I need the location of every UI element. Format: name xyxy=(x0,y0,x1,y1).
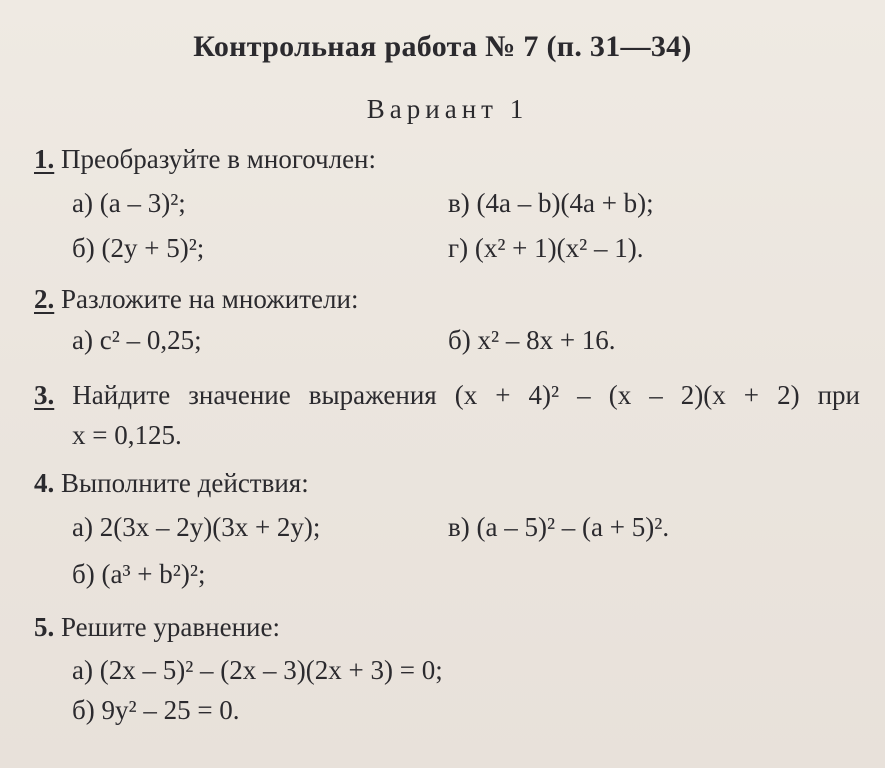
task-number: 2. xyxy=(34,284,55,314)
item-label: а) xyxy=(72,188,93,218)
item-label: а) xyxy=(72,512,93,542)
task-2-header xyxy=(34,284,358,315)
task-text: Преобразуйте в многочлен: xyxy=(61,144,377,174)
item-expression: (2y + 5)²; xyxy=(101,233,205,263)
task-2-item-b xyxy=(448,325,616,356)
item-label: г) xyxy=(448,233,469,263)
item-label: а) xyxy=(72,655,93,685)
item-expression: 9y² – 25 = 0. xyxy=(101,695,240,725)
item-expression: c² – 0,25; xyxy=(99,325,202,355)
item-expression: (a – 5)² – (a + 5)². xyxy=(476,512,670,542)
task-1-item-b xyxy=(72,233,204,264)
task-number: 1. xyxy=(34,144,55,174)
task-text: Разложите на множители: xyxy=(61,284,359,314)
task-text: Найдите значение выражения (x + 4)² – (x – 2)(x + 2) при xyxy=(72,380,861,410)
task-5-header xyxy=(34,612,280,643)
item-expression: 2(3x – 2y)(3x + 2y); xyxy=(99,512,321,542)
item-label: в) xyxy=(448,512,470,542)
item-expression: (x² + 1)(x² – 1). xyxy=(474,233,644,263)
task-4-item-a xyxy=(72,512,320,543)
item-label: а) xyxy=(72,325,93,355)
item-expression: x² – 8x + 16. xyxy=(477,325,616,355)
item-expression: (a³ + b²)²; xyxy=(101,559,206,589)
task-number: 5. xyxy=(34,612,55,642)
variant-heading: Вариант 1 xyxy=(366,94,529,124)
task-3-header xyxy=(34,380,860,411)
task-5-item-a xyxy=(72,655,443,686)
item-expression: (a – 3)²; xyxy=(99,188,186,218)
task-4-header xyxy=(34,468,309,499)
page-title: Контрольная работа № 7 (п. 31—34) xyxy=(193,30,692,63)
item-expression: (2x – 5)² – (2x – 3)(2x + 3) = 0; xyxy=(99,655,443,685)
item-label: б) xyxy=(72,695,95,725)
item-label: б) xyxy=(448,325,471,355)
item-expression: (4a – b)(4a + b); xyxy=(476,188,654,218)
task-text: Решите уравнение: xyxy=(61,612,280,642)
item-label: б) xyxy=(72,559,95,589)
task-4-item-b xyxy=(72,559,205,590)
task-5-item-b xyxy=(72,695,240,726)
task-text: Выполните действия: xyxy=(61,468,309,498)
task-1-header xyxy=(34,144,376,175)
task-4-item-v xyxy=(448,512,669,543)
item-label: в) xyxy=(448,188,470,218)
task-2-item-a xyxy=(72,325,202,356)
task-number: 3. xyxy=(34,380,55,410)
task-1-item-v xyxy=(448,188,654,219)
task-1-item-a xyxy=(72,188,186,219)
task-3-continuation: x = 0,125. xyxy=(72,420,182,450)
task-1-item-g xyxy=(448,233,643,264)
item-label: б) xyxy=(72,233,95,263)
task-number: 4. xyxy=(34,468,55,498)
